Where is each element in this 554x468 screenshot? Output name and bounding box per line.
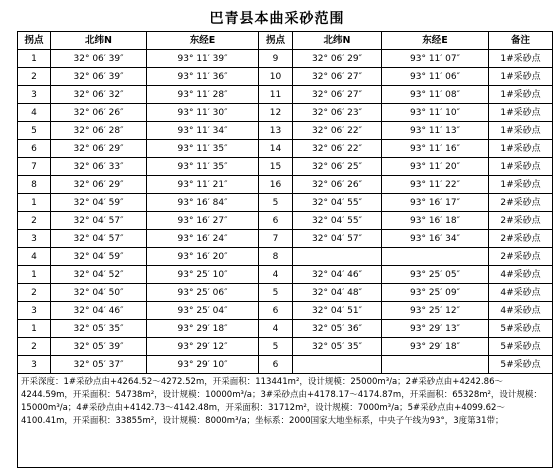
table-cell: 32° 04′ 59″ (51, 194, 147, 212)
header-cell: 东经E (147, 32, 259, 50)
table-cell: 2 (18, 338, 51, 356)
table-cell: 8 (18, 176, 51, 194)
table-cell: 93° 16′ 84″ (147, 194, 259, 212)
coordinates-table (17, 31, 553, 468)
table-cell: 12 (259, 104, 293, 122)
table-cell: 6 (259, 302, 293, 320)
table-body (18, 50, 553, 374)
table-cell: 93° 11′ 34″ (147, 122, 259, 140)
table-row (18, 86, 553, 104)
table-cell: 4 (259, 266, 293, 284)
table-cell: 1#采砂点 (489, 50, 553, 68)
table-cell: 2#采砂点 (489, 212, 553, 230)
table-cell: 32° 04′ 52″ (51, 266, 147, 284)
table-cell: 32° 04′ 55″ (293, 212, 382, 230)
table-cell: 93° 25′ 04″ (147, 302, 259, 320)
table-row (18, 356, 553, 374)
table-cell: 1#采砂点 (489, 140, 553, 158)
table-cell: 32° 06′ 28″ (51, 122, 147, 140)
table-cell: 4#采砂点 (489, 284, 553, 302)
table-cell: 32° 06′ 26″ (293, 176, 382, 194)
table-cell: 93° 25′ 05″ (382, 266, 489, 284)
table-cell: 5#采砂点 (489, 356, 553, 374)
table-cell: 2#采砂点 (489, 248, 553, 266)
table-cell: 93° 11′ 20″ (382, 158, 489, 176)
header-cell: 北纬N (293, 32, 382, 50)
table-cell: 32° 04′ 57″ (293, 230, 382, 248)
table-row (18, 158, 553, 176)
table-cell: 32° 05′ 36″ (293, 320, 382, 338)
table-cell: 93° 16′ 18″ (382, 212, 489, 230)
table-cell: 4 (18, 248, 51, 266)
table-cell: 32° 04′ 59″ (51, 248, 147, 266)
table-cell: 4 (18, 104, 51, 122)
table-row (18, 50, 553, 68)
table-cell: 4#采砂点 (489, 266, 553, 284)
table-cell: 9 (259, 50, 293, 68)
table-cell: 93° 16′ 17″ (382, 194, 489, 212)
table-row (18, 122, 553, 140)
table-row (18, 338, 553, 356)
table-row (18, 212, 553, 230)
table-cell: 1#采砂点 (489, 158, 553, 176)
table-cell (293, 248, 382, 266)
table-row (18, 68, 553, 86)
table-cell: 15 (259, 158, 293, 176)
table-cell: 93° 11′ 16″ (382, 140, 489, 158)
table-cell: 32° 04′ 55″ (293, 194, 382, 212)
table-cell: 1#采砂点 (489, 68, 553, 86)
table-cell: 93° 29′ 13″ (382, 320, 489, 338)
table-cell: 1#采砂点 (489, 104, 553, 122)
table-cell: 2 (18, 68, 51, 86)
table-cell: 1 (18, 194, 51, 212)
table-cell: 32° 06′ 39″ (51, 50, 147, 68)
table-cell (293, 356, 382, 374)
table-cell: 32° 04′ 57″ (51, 230, 147, 248)
table-cell: 14 (259, 140, 293, 158)
table-cell: 93° 11′ 35″ (147, 140, 259, 158)
table-cell: 1#采砂点 (489, 86, 553, 104)
header-cell: 拐点 (259, 32, 293, 50)
table-row (18, 248, 553, 266)
table-row (18, 176, 553, 194)
note-row (18, 374, 553, 468)
table-cell: 3 (18, 230, 51, 248)
table-row (18, 194, 553, 212)
table-cell: 93° 11′ 10″ (382, 104, 489, 122)
table-cell: 32° 06′ 32″ (51, 86, 147, 104)
table-cell: 32° 04′ 57″ (51, 212, 147, 230)
table-cell: 93° 25′ 06″ (147, 284, 259, 302)
table-cell: 93° 11′ 13″ (382, 122, 489, 140)
table-cell: 2 (18, 284, 51, 302)
table-cell: 32° 06′ 22″ (293, 122, 382, 140)
table-cell: 1#采砂点 (489, 176, 553, 194)
header-row (18, 32, 553, 50)
table-cell: 32° 06′ 25″ (293, 158, 382, 176)
table-cell: 4 (259, 320, 293, 338)
table-cell: 93° 11′ 30″ (147, 104, 259, 122)
table-title: 巴青县本曲采砂范围 (209, 11, 345, 27)
table-cell: 1 (18, 320, 51, 338)
table-cell: 5#采砂点 (489, 320, 553, 338)
table-row (18, 302, 553, 320)
table-cell: 5 (259, 194, 293, 212)
table-cell: 3 (18, 356, 51, 374)
table-cell: 4#采砂点 (489, 302, 553, 320)
table-cell: 2#采砂点 (489, 194, 553, 212)
table-row (18, 320, 553, 338)
table-cell: 7 (18, 158, 51, 176)
table-cell: 93° 25′ 12″ (382, 302, 489, 320)
table-cell: 32° 06′ 27″ (293, 68, 382, 86)
table-cell: 93° 11′ 28″ (147, 86, 259, 104)
table-cell: 32° 04′ 50″ (51, 284, 147, 302)
table-cell (382, 356, 489, 374)
table-cell: 1 (18, 266, 51, 284)
table-cell: 32° 06′ 26″ (51, 104, 147, 122)
table-row (18, 266, 553, 284)
table-cell: 32° 06′ 22″ (293, 140, 382, 158)
table-cell: 32° 05′ 35″ (293, 338, 382, 356)
table-row (18, 230, 553, 248)
table-cell: 93° 11′ 35″ (147, 158, 259, 176)
table-cell: 93° 25′ 09″ (382, 284, 489, 302)
table-cell: 2 (18, 212, 51, 230)
table-cell: 93° 11′ 39″ (147, 50, 259, 68)
table-cell: 93° 11′ 07″ (382, 50, 489, 68)
table-cell: 93° 16′ 20″ (147, 248, 259, 266)
table-cell: 32° 04′ 48″ (293, 284, 382, 302)
table-cell: 32° 04′ 46″ (51, 302, 147, 320)
table-cell: 93° 16′ 34″ (382, 230, 489, 248)
table-cell: 10 (259, 68, 293, 86)
table-cell: 93° 29′ 18″ (382, 338, 489, 356)
table-row (18, 284, 553, 302)
table-cell: 32° 06′ 23″ (293, 104, 382, 122)
header-cell: 拐点 (18, 32, 51, 50)
table-cell: 3 (18, 302, 51, 320)
table-cell: 3 (18, 86, 51, 104)
table-cell (382, 248, 489, 266)
table-cell: 32° 05′ 35″ (51, 320, 147, 338)
table-cell: 6 (259, 356, 293, 374)
table-cell: 6 (259, 212, 293, 230)
header-cell: 东经E (382, 32, 489, 50)
header-cell: 备注 (489, 32, 553, 50)
table-cell: 32° 06′ 33″ (51, 158, 147, 176)
table-cell: 32° 05′ 37″ (51, 356, 147, 374)
table-cell: 5#采砂点 (489, 338, 553, 356)
table-cell: 93° 11′ 22″ (382, 176, 489, 194)
table-cell: 93° 29′ 18″ (147, 320, 259, 338)
table-cell: 93° 29′ 10″ (147, 356, 259, 374)
table-cell: 5 (259, 338, 293, 356)
table-cell: 8 (259, 248, 293, 266)
table-cell: 11 (259, 86, 293, 104)
table-cell: 93° 16′ 27″ (147, 212, 259, 230)
table-cell: 93° 16′ 24″ (147, 230, 259, 248)
table-row (18, 140, 553, 158)
note-text: 开采深度：1#采砂点由+4264.52～4272.52m，开采面积：113441m²，设计规模：25000m³/a；2#采砂点由+4242.86～4244.59m，开采面积：54738m²，设计规模：10000m³/a；3#采砂点由+4178.17～4174.87m，开采面积：65328m²，设计规模：15000m³/a；4#采砂点由+4142.73～4142.48m，开采面积：31712m²，设计规模：7000m³/a；5#采砂点由+4099.62～4100.41m，开采面积：33855m²，设计规模：8000m³/a；坐标系：2000国家大地坐标系，中央子午线为93°，3度第31带； (18, 374, 553, 468)
table-cell: 5 (259, 284, 293, 302)
table-row (18, 104, 553, 122)
table-cell: 32° 06′ 27″ (293, 86, 382, 104)
table-cell: 32° 06′ 29″ (51, 176, 147, 194)
table-cell: 7 (259, 230, 293, 248)
table-cell: 93° 11′ 21″ (147, 176, 259, 194)
table-cell: 32° 06′ 29″ (51, 140, 147, 158)
table-cell: 93° 11′ 36″ (147, 68, 259, 86)
table-cell: 6 (18, 140, 51, 158)
table-cell: 93° 11′ 06″ (382, 68, 489, 86)
table-cell: 1#采砂点 (489, 122, 553, 140)
table-cell: 5 (18, 122, 51, 140)
table-cell: 93° 25′ 10″ (147, 266, 259, 284)
table-cell: 16 (259, 176, 293, 194)
table-cell: 93° 11′ 08″ (382, 86, 489, 104)
table-cell: 32° 04′ 51″ (293, 302, 382, 320)
table-cell: 93° 29′ 12″ (147, 338, 259, 356)
table-cell: 32° 05′ 39″ (51, 338, 147, 356)
table-cell: 2#采砂点 (489, 230, 553, 248)
table-cell: 32° 06′ 29″ (293, 50, 382, 68)
table-cell: 32° 06′ 39″ (51, 68, 147, 86)
table-cell: 13 (259, 122, 293, 140)
table-cell: 32° 04′ 46″ (293, 266, 382, 284)
header-cell: 北纬N (51, 32, 147, 50)
table-cell: 1 (18, 50, 51, 68)
